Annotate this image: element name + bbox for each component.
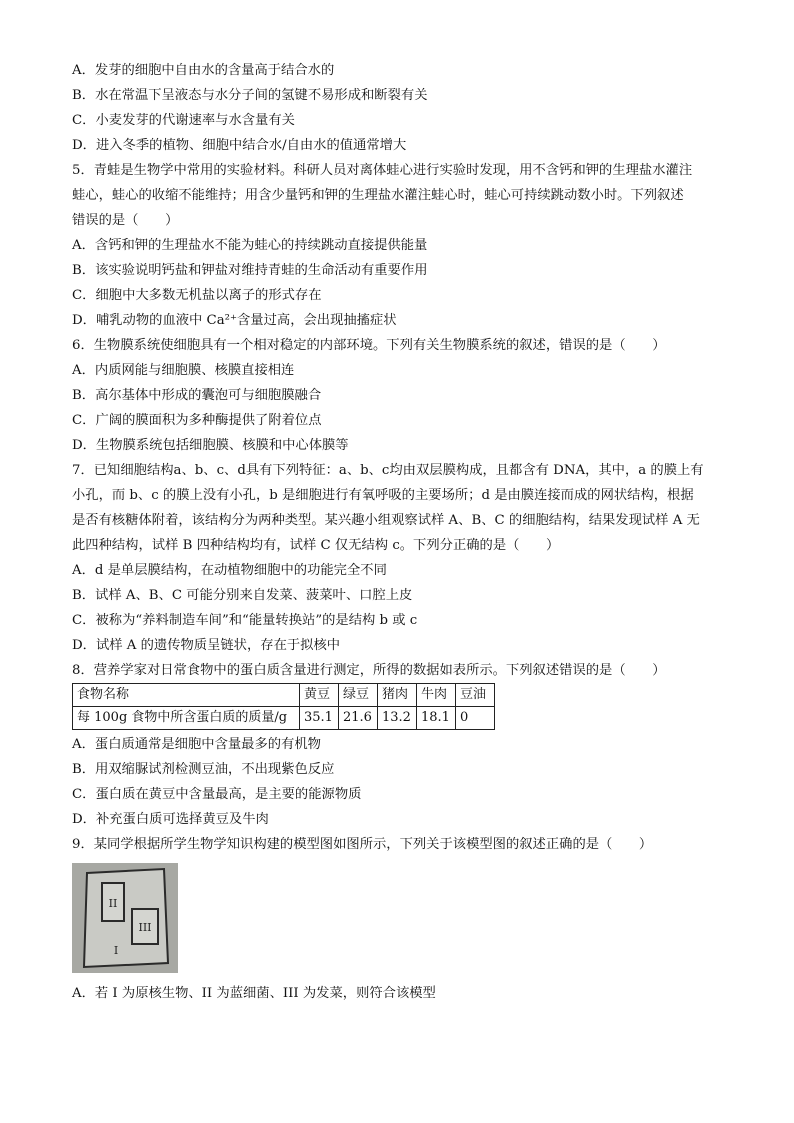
q6-option-d: D．生物膜系统包括细胞膜、核膜和中心体膜等 <box>72 438 349 453</box>
q8-stem-line-1: 8．营养学家对日常食物中的蛋白质含量进行测定，所得的数据如表所示。下列叙述错误的是（ ） <box>72 663 666 678</box>
q7-option-a: A．d 是单层膜结构，在动植物细胞中的功能完全不同 <box>72 563 387 578</box>
q7-option-b: B．试样 A、B、C 可能分别来自发菜、菠菜叶、口腔上皮 <box>72 588 413 603</box>
table-cell: 35.1 <box>300 707 339 730</box>
table-header-cell: 黄豆 <box>300 684 339 707</box>
q6-option-a: A．内质网能与细胞膜、核膜直接相连 <box>72 363 295 378</box>
q6-option-b: B．高尔基体中形成的囊泡可与细胞膜融合 <box>72 388 322 403</box>
question-8 <box>72 658 732 832</box>
model-diagram <box>72 863 178 973</box>
table-cell: 0 <box>456 707 495 730</box>
box-right-label: III <box>138 921 152 934</box>
q7-option-d: D．试样 A 的遗传物质呈链状，存在于拟核中 <box>72 638 341 653</box>
q7-stem-line-3: 是否有核糖体附着，该结构分为两种类型。某兴趣小组观察试样 A、B、C 的细胞结构，结果发现试样 A 无 <box>72 513 700 528</box>
q4-option-b: B．水在常温下呈液态与水分子间的氢键不易形成和断裂有关 <box>72 88 428 103</box>
table-header-row <box>73 684 495 707</box>
question-6 <box>72 333 732 458</box>
table-cell: 每 100g 食物中所含蛋白质的质量/g <box>73 707 300 730</box>
exam-page <box>72 58 732 1006</box>
q5-stem-line-3: 错误的是（ ） <box>72 213 179 228</box>
q9-stem-line-1: 9．某同学根据所学生物学知识构建的模型图如图所示，下列关于该模型图的叙述正确的是（ ） <box>72 837 653 852</box>
table-row <box>73 707 495 730</box>
q5-stem-line-2: 蛙心，蛙心的收缩不能维持；用含少量钙和钾的生理盐水灌注蛙心时，蛙心可持续跳动数小时。下列叙述 <box>72 188 684 203</box>
question-4-options <box>72 58 732 158</box>
q5-option-c: C．细胞中大多数无机盐以离子的形式存在 <box>72 288 322 303</box>
q4-option-d: D．进入冬季的植物、细胞中结合水/自由水的值通常增大 <box>72 138 407 153</box>
q4-option-c: C．小麦发芽的代谢速率与水含量有关 <box>72 113 295 128</box>
table-cell: 21.6 <box>339 707 378 730</box>
table-cell: 13.2 <box>378 707 417 730</box>
q7-stem-line-4: 此四种结构，试样 B 四种结构均有，试样 C 仅无结构 c。下列分正确的是（ ） <box>72 538 560 553</box>
table-header-cell: 绿豆 <box>339 684 378 707</box>
outer-label: I <box>113 944 119 957</box>
model-diagram-photo <box>72 863 178 973</box>
q8-option-c: C．蛋白质在黄豆中含量最高，是主要的能源物质 <box>72 787 362 802</box>
q5-stem-line-1: 5．青蛙是生物学中常用的实验材料。科研人员对离体蛙心进行实验时发现，用不含钙和钾的生理盐水灌注 <box>72 163 693 178</box>
table-header-cell: 牛肉 <box>417 684 456 707</box>
q7-stem-line-2: 小孔，而 b、c 的膜上没有小孔，b 是细胞进行有氧呼吸的主要场所；d 是由膜连接而成的网状结构，根据 <box>72 488 694 503</box>
q5-option-a: A．含钙和钾的生理盐水不能为蛙心的持续跳动直接提供能量 <box>72 238 428 253</box>
table-header-cell: 食物名称 <box>73 684 300 707</box>
table-header-cell: 猪肉 <box>378 684 417 707</box>
q8-option-d: D．补充蛋白质可选择黄豆及牛肉 <box>72 812 269 827</box>
q7-option-c: C．被称为“养料制造车间”和“能量转换站”的是结构 b 或 c <box>72 613 418 628</box>
q5-option-d: D．哺乳动物的血液中 Ca²⁺含量过高，会出现抽搐症状 <box>72 313 397 328</box>
question-5 <box>72 158 732 333</box>
table-header-cell: 豆油 <box>456 684 495 707</box>
q4-option-a: A．发芽的细胞中自由水的含量高于结合水的 <box>72 63 335 78</box>
q6-stem-line-1: 6．生物膜系统使细胞具有一个相对稳定的内部环境。下列有关生物膜系统的叙述，错误的是（ ） <box>72 338 666 353</box>
q8-option-a: A．蛋白质通常是细胞中含量最多的有机物 <box>72 737 321 752</box>
box-left-label: II <box>108 897 118 910</box>
q9-option-a: A．若 I 为原核生物、II 为蓝细菌、III 为发菜，则符合该模型 <box>72 986 436 1001</box>
question-9 <box>72 832 732 1006</box>
question-7 <box>72 458 732 658</box>
q7-stem-line-1: 7．已知细胞结构a、b、c、d具有下列特征：a、b、c均由双层膜构成，且都含有 DNA，其中，a 的膜上有 <box>72 463 704 478</box>
q6-option-c: C．广阔的膜面积为多种酶提供了附着位点 <box>72 413 322 428</box>
protein-table <box>72 683 495 730</box>
q5-option-b: B．该实验说明钙盐和钾盐对维持青蛙的生命活动有重要作用 <box>72 263 428 278</box>
table-cell: 18.1 <box>417 707 456 730</box>
q8-option-b: B．用双缩脲试剂检测豆油，不出现紫色反应 <box>72 762 335 777</box>
